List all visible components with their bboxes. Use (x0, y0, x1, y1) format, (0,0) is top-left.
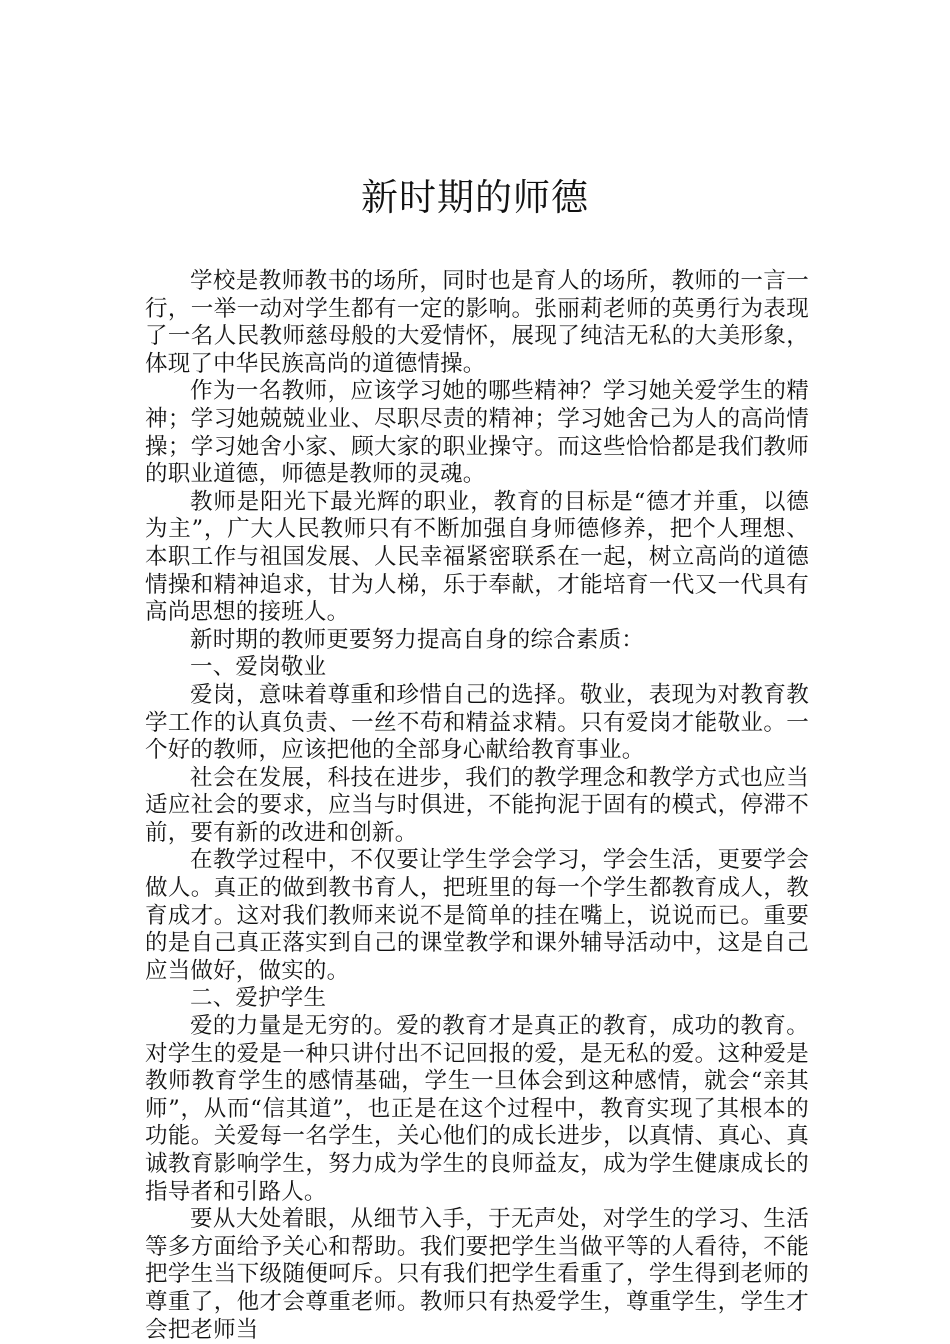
section-heading-care-students: 二、爱护学生 (190, 985, 327, 1012)
paragraph-love-job: 爱岗，意味着尊重和珍惜自己的选择。敬业，表现为对教育教学工作的认真负责、一丝不苟和精益求精。只有爱岗才能敬业。一个好的教师，应该把他的全部身心献给教育事业。 (145, 681, 809, 764)
paragraph-society-development: 社会在发展，科技在进步，我们的教学理念和教学方式也应当适应社会的要求，应当与时俱进，不能拘泥于固有的模式，停滞不前，要有新的改进和创新。 (145, 764, 809, 846)
document-title: 新时期的师德 (361, 176, 589, 219)
paragraph-school-role: 学校是教师教书的场所，同时也是育人的场所，教师的一言一行，一举一动对学生都有一定的影响。张丽莉老师的英勇行为表现了一名人民教师慈母般的大爱情怀，展现了纯洁无私的大美形象，体现了中华民族高尚的道德情操。 (145, 268, 809, 377)
paragraph-power-of-love: 爱的力量是无穷的。爱的教育才是真正的教育，成功的教育。对学生的爱是一种只讲付出不记回报的爱，是无私的爱。这种爱是教师教育学生的感情基础，学生一旦体会到这种感情，就会“亲其师”，从而“信其道”，也正是在这个过程中，教育实现了其根本的功能。关爱每一名学生，关心他们的成长进步，以真情、真心、真诚教育影响学生，努力成为学生的良师益友，成为学生健康成长的指导者和引路人。 (145, 1013, 809, 1205)
section-heading-love-job: 一、爱岗敬业 (190, 654, 327, 681)
paragraph-care-details: 要从大处着眼，从细节入手，于无声处，对学生的学习、生活等多方面给予关心和帮助。我们要把学生当做平等的人看待，不能把学生当下级随便呵斥。只有我们把学生看重了，学生得到老师的尊重了，他才会尊重老师。教师只有热爱学生，尊重学生，学生才会把老师当 (145, 1206, 809, 1343)
paragraph-teaching-process: 在教学过程中，不仅要让学生学会学习，学会生活，更要学会做人。真正的做到教书育人，把班里的每一个学生都教育成人，教育成才。这对我们教师来说不是简单的挂在嘴上，说说而已。重要的是自己真正落实到自己的课堂教学和课外辅导活动中，这是自己应当做好，做实的。 (145, 847, 809, 984)
document-body (145, 268, 809, 1344)
paragraph-glorious-profession: 教师是阳光下最光辉的职业，教育的目标是“德才并重，以德为主”，广大人民教师只有不断加强自身师德修养，把个人理想、本职工作与祖国发展、人民幸福紧密联系在一起，树立高尚的道德情操和精神追求，甘为人梯，乐于奉献，才能培育一代又一代具有高尚思想的接班人。 (145, 488, 809, 626)
paragraph-learn-spirit: 作为一名教师，应该学习她的哪些精神？学习她关爱学生的精神；学习她兢兢业业、尽职尽责的精神；学习她舍己为人的高尚情操；学习她舍小家、顾大家的职业操守。而这些恰恰都是我们教师的职业道德，师德是教师的灵魂。 (145, 378, 809, 488)
paragraph-improve-quality: 新时期的教师更要努力提高自身的综合素质： (190, 626, 645, 653)
